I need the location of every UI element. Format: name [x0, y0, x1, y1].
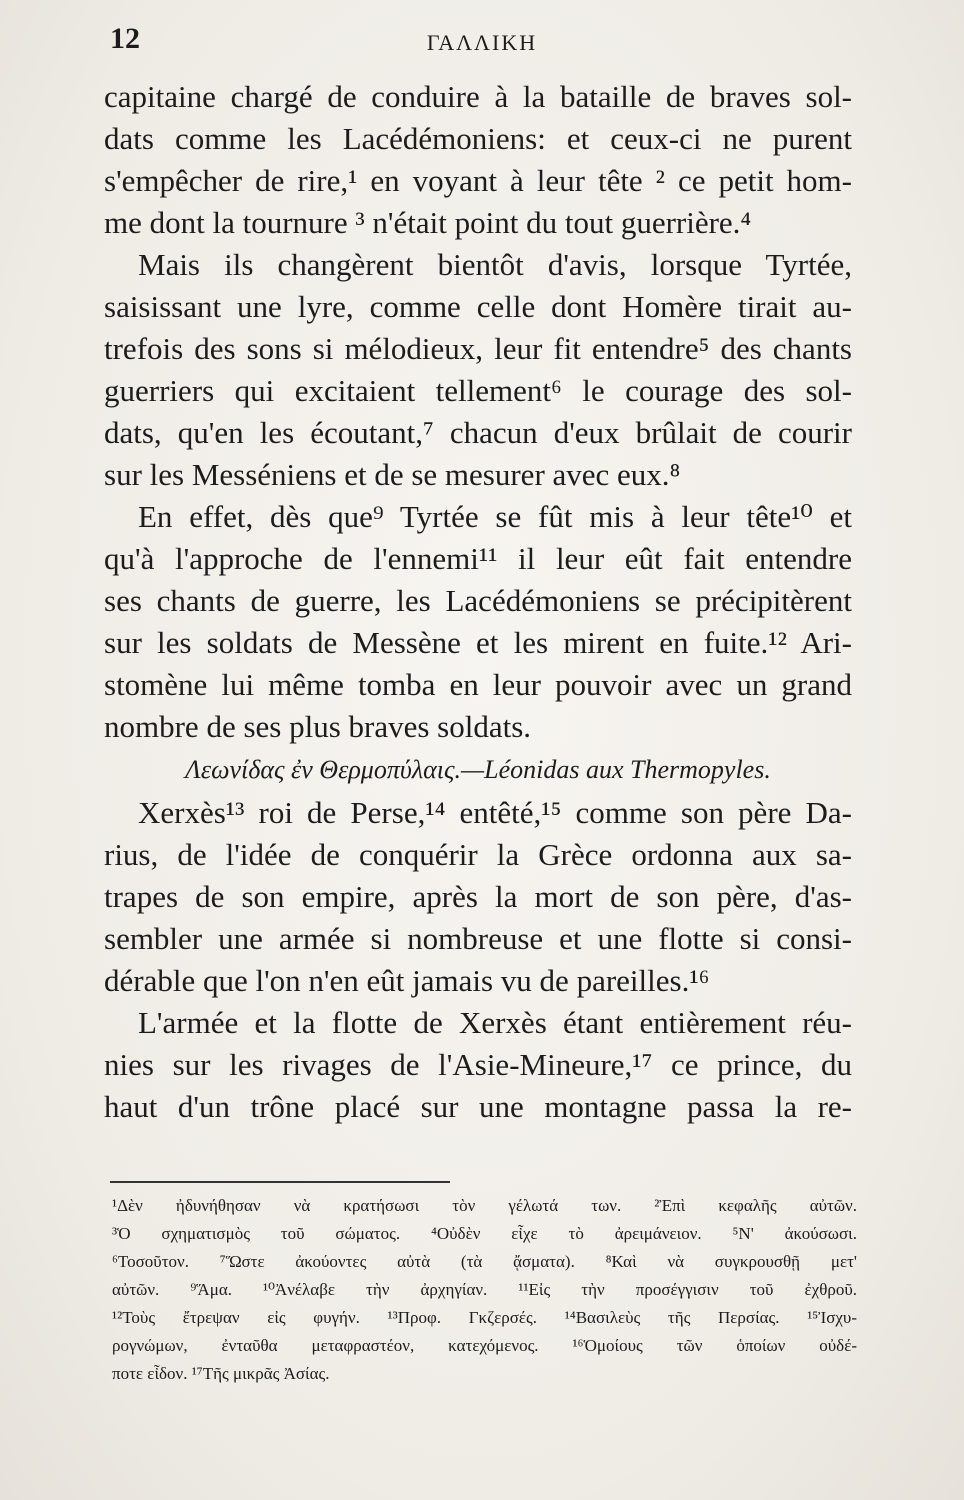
footnote-line: ¹Δὲν ἠδυνήθησαν νὰ κρατήσωσι τὸν γέλωτά των. ²Ἐπὶ κεφαλῆς αὐτῶν.: [112, 1196, 857, 1215]
text-line: nies sur les rivages de l'Asie-Mineure,¹⁷ ce prince, du: [104, 1047, 852, 1082]
footnote-line: ⁶Τοσοῦτον. ⁷Ὥστε ἀκούοντες αὐτὰ (τὰ ᾄσματα). ⁸Καὶ νὰ συγκρουσθῇ μετ': [112, 1252, 857, 1271]
text-line: dérable que l'on n'en eût jamais vu de pareilles.¹⁶: [104, 963, 710, 998]
page-number: 12: [110, 22, 140, 55]
text-line: capitaine chargé de conduire à la bataille de braves sol-: [104, 79, 852, 114]
text-line: haut d'un trône placé sur une montagne passa la re-: [104, 1089, 852, 1124]
text-line: qu'à l'approche de l'ennemi¹¹ il leur eût fait entendre: [104, 541, 852, 576]
text-line: trefois des sons si mélodieux, leur fit entendre⁵ des chants: [104, 331, 852, 366]
text-line: L'armée et la flotte de Xerxès étant entièrement réu-: [138, 1005, 852, 1040]
text-line: saisissant une lyre, comme celle dont Homère tirait au-: [104, 289, 852, 324]
text-line: En effet, dès que⁹ Tyrtée se fût mis à leur tête¹⁰ et: [138, 499, 852, 534]
footnote-line: ρογνώμων, ἐνταῦθα μεταφραστέον, κατεχόμενος. ¹⁶Ὁμοίους τῶν ὁποίων οὐδέ-: [112, 1336, 857, 1355]
footnote-line: αὐτῶν. ⁹Ἅμα. ¹⁰Ἀνέλαβε τὴν ἀρχηγίαν. ¹¹Εἰς τὴν προσέγγισιν τοῦ ἐχθροῦ.: [112, 1280, 857, 1299]
text-line: nombre de ses plus braves soldats.: [104, 709, 532, 744]
text-line: Mais ils changèrent bientôt d'avis, lorsque Tyrtée,: [138, 247, 852, 282]
footnotes: [112, 1192, 857, 1388]
text-line: me dont la tournure ³ n'était point du tout guerrière.⁴: [104, 205, 752, 240]
text-line: dats comme les Lacédémoniens: et ceux-ci ne purent: [104, 121, 852, 156]
text-line: Xerxès¹³ roi de Perse,¹⁴ entêté,¹⁵ comme son père Da-: [138, 795, 852, 830]
footnote-line: ³Ὁ σχηματισμὸς τοῦ σώματος. ⁴Οὐδὲν εἶχε τὸ ἀρειμάνειον. ⁵Ν' ἀκούσωσι.: [112, 1224, 857, 1243]
footnote-line: ¹²Τοὺς ἔτρεψαν εἰς φυγήν. ¹³Προφ. Γκζερσές. ¹⁴Βασιλεὺς τῆς Περσίας. ¹⁵Ἰσχυ-: [112, 1308, 857, 1327]
footnote-line: ποτε εἶδον. ¹⁷Τῆς μικρᾶς Ἀσίας.: [112, 1364, 330, 1383]
text-line: guerriers qui excitaient tellement⁶ le courage des sol-: [104, 373, 852, 408]
text-line: sur les soldats de Messène et les mirent en fuite.¹² Ari-: [104, 625, 852, 660]
text-line: rius, de l'idée de conquérir la Grèce ordonna aux sa-: [104, 837, 852, 872]
text-line: s'empêcher de rire,¹ en voyant à leur tête ² ce petit hom-: [104, 163, 852, 198]
text-line: ses chants de guerre, les Lacédémoniens se précipitèrent: [104, 583, 852, 618]
main-text: [104, 76, 852, 1128]
running-head: ΓΑΛΛΙΚΗ: [426, 30, 538, 55]
text-line: sembler une armée si nombreuse et une flotte si consi-: [104, 921, 852, 956]
footnote-rule: [110, 1181, 450, 1183]
text-line: trapes de son empire, après la mort de son père, d'as-: [104, 879, 852, 914]
text-line: sur les Messéniens et de se mesurer avec eux.⁸: [104, 457, 681, 492]
section-heading: Λεωνίδας ἐν Θερμοπύλαις.—Léonidas aux Thermopyles.: [185, 755, 771, 784]
text-line: stomène lui même tomba en leur pouvoir avec un grand: [104, 667, 852, 702]
text-line: dats, qu'en les écoutant,⁷ chacun d'eux brûlait de courir: [104, 415, 852, 450]
